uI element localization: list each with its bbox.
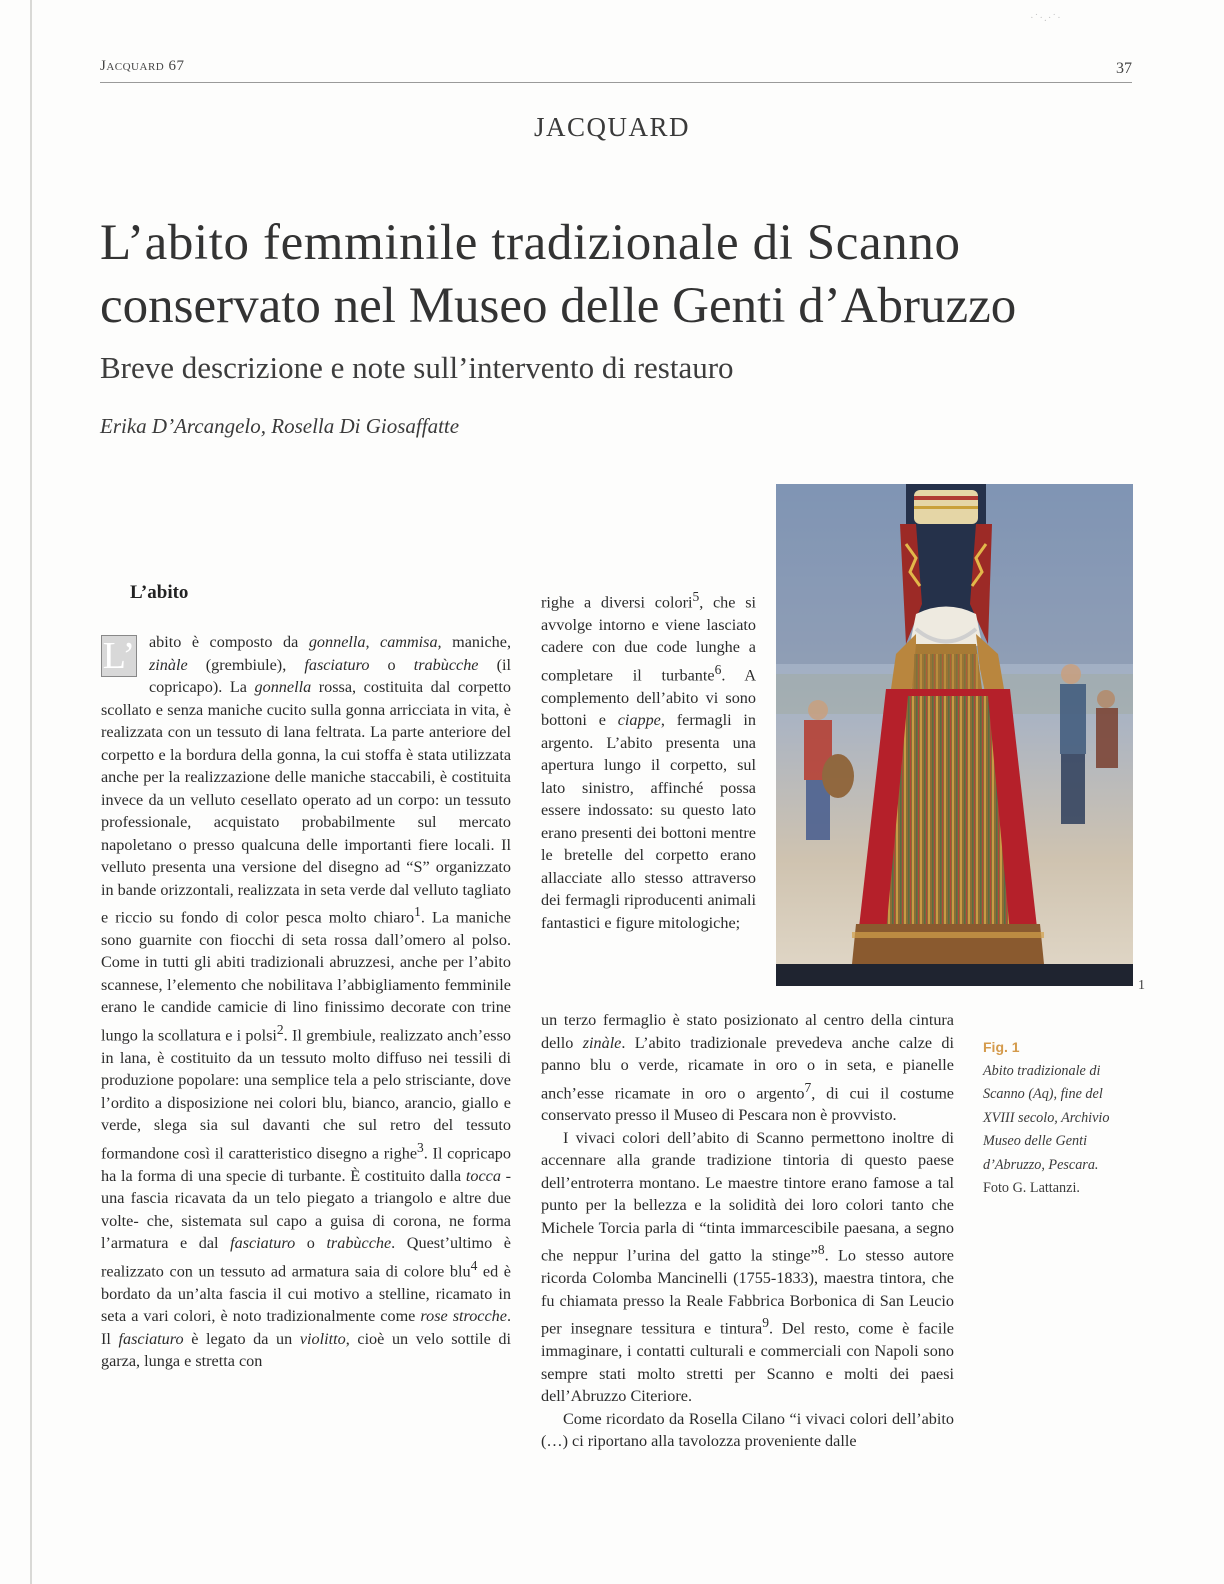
costume-photo (776, 484, 1133, 986)
footnote-ref: 9 (762, 1315, 769, 1331)
text-run: o (295, 1234, 327, 1253)
italic-term: gonnella, cammisa, (308, 633, 442, 651)
paragraph (541, 586, 756, 934)
text-run: , fermagli in argento. L’abito presenta una apertura lungo il corpetto, sul lato sinistro, affinché possa essere indossato: su questo lato erano presenti dei bottoni mentre le bretelle del corpetto erano allacciate allo stesso attraverso dei fermagli riproducenti animali fantastici e figure mitologiche; (541, 711, 756, 932)
text-run: -una fascia ricavata da un telo piegato a triangolo e altre due volte- che, sistemata sul capo a guisa di corona, ne forma l’armatura e dal (101, 1166, 511, 1253)
italic-term: trabùcche (413, 655, 479, 674)
italic-term: zinàle (582, 1033, 622, 1052)
text-run: , di cui il costume conservato presso il Museo di Pescara non è provvisto. (541, 1083, 954, 1125)
section-heading: L’abito (130, 582, 189, 603)
body-column-2-top (541, 586, 756, 934)
article-title (100, 212, 1140, 338)
figure-caption (983, 1036, 1133, 1201)
text-run: . A complemento dell’abito vi sono bottoni e (541, 666, 757, 730)
footnote-ref: 2 (276, 1021, 284, 1037)
text-run: è legato da un (183, 1329, 300, 1348)
body-column-1 (101, 631, 511, 1373)
footnote-ref: 6 (714, 661, 722, 677)
title-line-1: L’abito femminile tradizionale di Scanno (100, 215, 961, 271)
body-column-2-bottom (541, 1009, 954, 1453)
italic-term: violitto (299, 1329, 346, 1348)
caption-text: Abito tradizionale di Scanno (Aq), fine del XVIII secolo, Archivio Museo delle Genti d’Abruzzo, Pescara. (983, 1062, 1110, 1173)
italic-term: ciappe (617, 711, 661, 730)
footnote-ref: 3 (417, 1139, 424, 1155)
text-run: Come ricordato da Rosella Cilano “i vivaci colori dell’abito (…) ci riportano alla tavolozza proveniente dalle (541, 1409, 954, 1451)
title-line-2: conservato nel Museo delle Genti d’Abruzzo (100, 278, 1017, 334)
text-run: (grembiule), (187, 655, 305, 674)
italic-term: fasciaturo (304, 655, 370, 674)
section-label: JACQUARD (533, 112, 691, 142)
caption-credit: Foto G. Lattanzi. (983, 1180, 1080, 1196)
text-run: . La maniche sono guarnite con fiocchi di seta rossa dall’omero al polso. Come in tutti gli abiti tradizionali abruzzesi, anche per l’abito scannese, l’elemento che nobilitava l’abbigliamento femminile erano le candide camicie di lino finissimo decorate con trine lungo la scollatura e i polsi (101, 908, 511, 1045)
text-run: . Quest’ultimo è realizzato con un tessuto ad armatura saia di colore blu (101, 1234, 511, 1281)
running-head: Jacquard 67 (100, 58, 185, 74)
article-authors: Erika D’Arcangelo, Rosella Di Giosaffatte (100, 414, 460, 438)
paragraph (541, 1408, 954, 1453)
footnote-ref: 5 (692, 589, 700, 604)
text-run: un terzo fermaglio è stato posizionato al centro della cintura dello (541, 1011, 954, 1052)
text-run: , cioè un velo sottile di garza, lunga e stretta con (101, 1329, 512, 1371)
text-run: . Il (101, 1307, 512, 1348)
footnote-ref: 1 (414, 904, 421, 919)
text-run: rossa, costituita dal corpetto scollato e senza maniche cucito sulla gonna arricciata in vita, è realizzata con un tessuto di lana feltrata. La parte anteriore del corpetto e la bordura della gonna, la cui stoffa è stata utilizzata anche per la realizzazione delle maniche staccabili, è costituita invece da un velluto cesellato operato ad un corpo: un tessuto professionale, acquistato probabilmente sul mercato napoletano o presso qualcuna delle importanti fiere locali. Il velluto presenta una versione del disegno ad “S” organizzato in bande orizzontali, realizzata in seta verde dal velluto tagliato e riccio su fondo di color pesca molto chiaro (101, 678, 511, 927)
text-run: . Il copricapo ha la forma di una specie di turbante. È costituito dalla (101, 1144, 511, 1185)
page-number: 37 (1116, 60, 1132, 77)
italic-term: fasciaturo (230, 1234, 296, 1253)
text-run: o (369, 655, 414, 674)
italic-term: fasciaturo (118, 1329, 184, 1348)
text-run: ed è bordato da un’alta fascia il cui motivo a stelline, ricamato in seta a vari colori, è noto tradizionalmente come (101, 1262, 511, 1326)
text-run: I vivaci colori dell’abito di Scanno permettono inoltre di accennare alla grande tradizione tintoria di questo paese dell’entroterra montano. Le maestre tintore erano famose a tal punto per la bellezza e la solidità dei loro colori tanto che Michele Torcia parla di “tinta immarcescibile paesana, a segno che neppur l’urina del gatto la stinge” (541, 1128, 954, 1265)
text-run: maniche, (441, 633, 511, 651)
paragraph (541, 1009, 954, 1127)
footnote-ref: 8 (817, 1242, 825, 1258)
text-run: . Lo stesso autore ricorda Colomba Mancinelli (1755-1833), maestra tintora, che fu chiamata presso la Reale Fabbrica Borbonica di San Leucio per insegnare tessitura e tintura (541, 1246, 954, 1338)
footnote-ref: 4 (470, 1257, 478, 1273)
italic-term: gonnella (254, 678, 312, 696)
binding-edge (30, 0, 32, 1584)
dropcap: L’ (102, 635, 136, 677)
caption-label: Fig. 1 (983, 1039, 1020, 1055)
italic-term: trabùcche (326, 1234, 392, 1253)
text-run: , che si avvolge intorno e viene lasciato cadere con due code lunghe a completare il turbante (541, 593, 756, 685)
paragraph (541, 1127, 954, 1408)
text-run: . L’abito tradizionale prevedeva anche calze di panno blu o verde, ricamate in oro o in seta, e pianelle anch’esse ricamate in oro o argento (541, 1033, 954, 1102)
italic-term: rose strocche (420, 1307, 507, 1326)
text-run: . Del resto, come è facile immaginare, i contatti culturali e commerciali con Napoli sono sempre stati molto stretti per Scanno e molti dei paesi dell’Abruzzo Citeriore. (541, 1319, 954, 1406)
text-run: righe a diversi colori (541, 593, 693, 612)
text-run: abito è composto da (149, 633, 309, 651)
footnote-ref: 7 (804, 1079, 812, 1095)
article-subtitle: Breve descrizione e note sull’intervento di restauro (100, 350, 734, 385)
scan-speck: ·˙·.·˙· (1030, 12, 1062, 24)
text-run: . Il grembiule, realizzato anch’esso in lana, è costituito da un tessuto molto diffuso nei tessili di produzione popolare: una semplice tela a pelo strisciante, dove l’ordito a disposizione nei colori blu, bianco, arancio, giallo e verde, slega sia sul davanti che sul retro del tessuto formandone così il caratteristico disegno a righe (101, 1026, 511, 1163)
paragraph (101, 631, 511, 1373)
italic-term: tocca (465, 1166, 501, 1185)
italic-term: zinàle (149, 655, 188, 674)
header-rule (100, 82, 1132, 83)
figure-number: 1 (1138, 978, 1145, 993)
text-run: (il copricapo). La (149, 655, 511, 696)
